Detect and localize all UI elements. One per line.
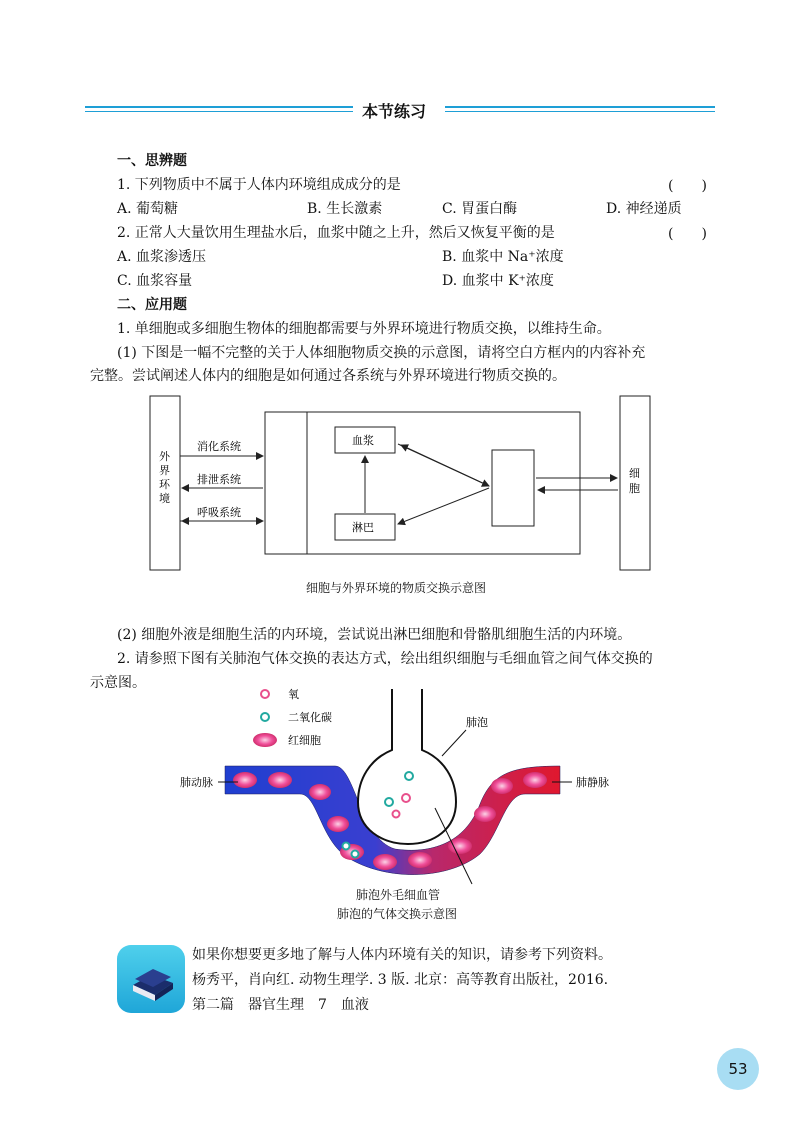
outer-env-char-1: 外 — [159, 450, 170, 463]
rbc — [309, 784, 331, 800]
pulmonary-artery-label: 肺动脉 — [180, 776, 213, 789]
outer-env-char-4: 境 — [159, 492, 170, 505]
app-q1-text: 1. 单细胞或多细胞生物体的细胞都需要与外界环境进行物质交换，以维持生命。 — [117, 321, 611, 337]
reference-citation: 杨秀平，肖向红. 动物生理学. 3 版. 北京：高等教育出版社，2016. — [192, 972, 609, 988]
app-q1-sub2: (2) 细胞外液是细胞生活的内环境，尝试说出淋巴细胞和骨骼肌细胞生活的内环境。 — [117, 627, 632, 643]
plasma-label: 血浆 — [352, 434, 374, 447]
q2-option-a: A. 血浆渗透压 — [117, 249, 207, 265]
book-icon — [117, 945, 185, 1013]
cell-char-2: 胞 — [629, 482, 640, 495]
outer-env-char-2: 界 — [159, 464, 170, 477]
blank-plasma-arrow — [401, 445, 489, 486]
material-exchange-diagram — [140, 388, 660, 578]
q2-text: 2. 正常人大量饮用生理盐水后，血浆中随之上升，然后又恢复平衡的是 — [117, 225, 555, 241]
diagram2-caption: 肺泡的气体交换示意图 — [337, 907, 458, 921]
header-rule-left-bottom — [85, 111, 353, 112]
q2-option-d: D. 血浆中 K⁺浓度 — [442, 273, 554, 289]
excretory-label: 排泄系统 — [197, 473, 241, 486]
q1-answer-paren: ( ) — [668, 178, 707, 194]
digestive-label: 消化系统 — [197, 440, 241, 453]
outer-env-char-3: 环 — [159, 478, 170, 491]
reference-intro: 如果你想要更多地了解与人体内环境有关的知识，请参考下列资料。 — [192, 947, 612, 963]
section2-heading: 二、应用题 — [117, 297, 187, 313]
app-q2-line1: 2. 请参照下图有关肺泡气体交换的表达方式，绘出组织细胞与毛细血管之间气体交换的 — [117, 651, 653, 667]
rbc — [448, 838, 472, 854]
q2-answer-paren: ( ) — [668, 226, 707, 242]
legend-co2-label: 二氧化碳 — [288, 711, 332, 724]
co2-molecule — [343, 843, 350, 850]
q1-text: 1. 下列物质中不属于人体内环境组成成分的是 — [117, 177, 401, 193]
cell-char-1: 细 — [629, 467, 640, 480]
rbc — [233, 772, 257, 788]
rbc — [327, 816, 349, 832]
q1-option-b: B. 生长激素 — [307, 201, 383, 217]
legend-rbc-icon — [253, 733, 277, 747]
blank-lymph-arrow — [398, 488, 489, 524]
section-title: 本节练习 — [362, 102, 427, 121]
co2-molecule — [352, 851, 359, 858]
rbc — [408, 852, 432, 868]
section1-heading: 一、思辨题 — [117, 153, 187, 169]
legend-co2-icon — [261, 713, 269, 721]
rbc — [268, 772, 292, 788]
respiratory-label: 呼吸系统 — [197, 506, 241, 519]
alveolus-label: 肺泡 — [466, 716, 488, 729]
alveolus-leader — [442, 730, 466, 756]
oxygen-molecule — [393, 811, 400, 818]
app-q1-sub1-line1: (1) 下图是一幅不完整的关于人体细胞物质交换的示意图，请将空白方框内的内容补充 — [117, 345, 646, 361]
header-rule-right-bottom — [445, 111, 715, 112]
oxygen-molecule — [402, 794, 410, 802]
q2-option-b: B. 血浆中 Na⁺浓度 — [442, 249, 564, 265]
internal-env-box — [265, 412, 580, 554]
reference-chapter: 第二篇 器官生理 7 血液 — [192, 997, 369, 1013]
legend-rbc-label: 红细胞 — [288, 734, 321, 747]
co2-molecule — [385, 798, 393, 806]
legend-oxygen-label: 氧 — [288, 688, 299, 701]
app-q1-sub1-line2: 完整。尝试阐述人体内的细胞是如何通过各系统与外界环境进行物质交换的。 — [90, 368, 566, 384]
q2-option-c: C. 血浆容量 — [117, 273, 193, 289]
q1-option-c: C. 胃蛋白酶 — [442, 201, 518, 217]
rbc — [491, 778, 513, 794]
page-number: 53 — [717, 1048, 759, 1090]
q1-option-d: D. 神经递质 — [606, 201, 682, 217]
lymph-label: 淋巴 — [352, 521, 374, 534]
rbc — [474, 806, 496, 822]
diagram1-caption: 细胞与外界环境的物质交换示意图 — [306, 581, 487, 595]
header-rule-left-top — [85, 106, 353, 108]
legend-oxygen-icon — [261, 690, 269, 698]
pulmonary-vein-label: 肺静脉 — [576, 776, 609, 789]
q1-option-a: A. 葡萄糖 — [117, 201, 179, 217]
header-rule-right-top — [445, 106, 715, 108]
capillary-label: 肺泡外毛细血管 — [356, 888, 441, 902]
alveolus-gas-exchange-diagram — [180, 684, 620, 890]
blank-answer-box — [492, 450, 534, 526]
co2-molecule — [405, 772, 413, 780]
app-q2-line2: 示意图。 — [90, 675, 146, 691]
rbc — [373, 854, 397, 870]
rbc — [523, 772, 547, 788]
